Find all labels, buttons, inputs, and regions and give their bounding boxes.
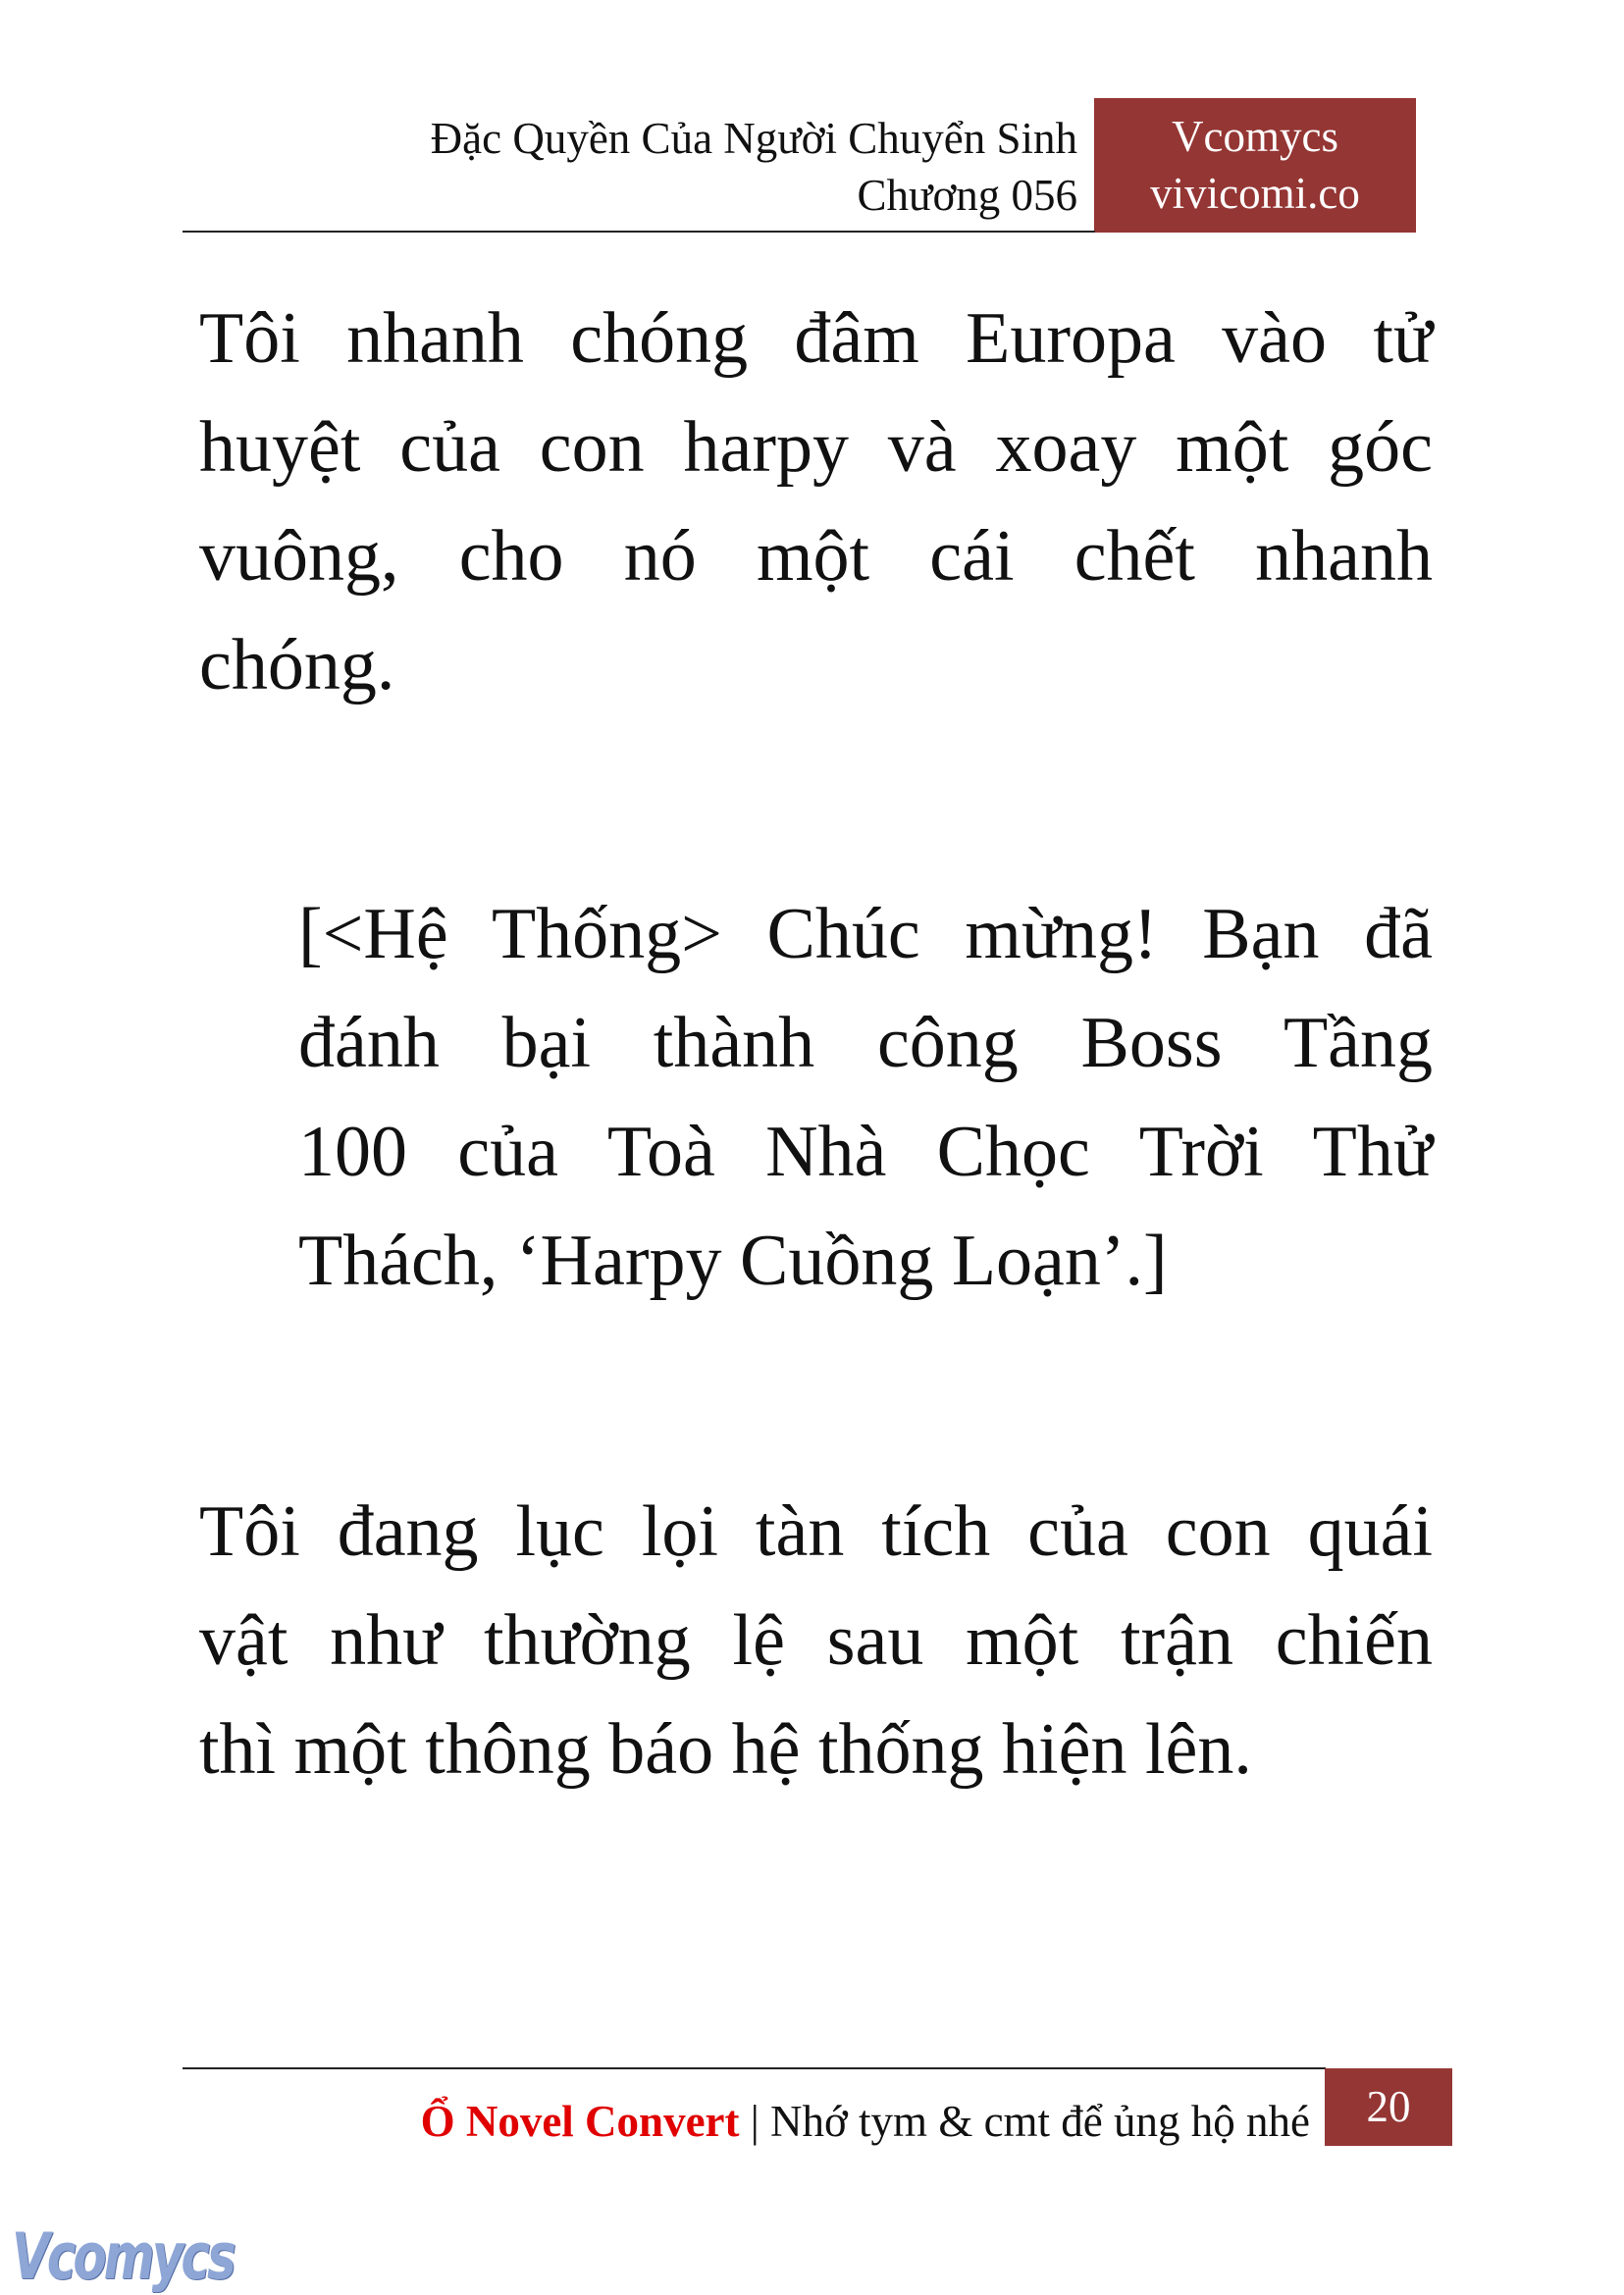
text-line: vật như thường lệ sau một trận chiến xyxy=(199,1600,1433,1681)
book-title: Đặc Quyền Của Người Chuyển Sinh xyxy=(430,114,1077,163)
text-line: vuông, cho nó một cái chết nhanh xyxy=(199,516,1433,597)
text-line: Tôi nhanh chóng đâm Europa vào tử xyxy=(199,298,1433,379)
text-line: 100 của Toà Nhà Chọc Trời Thử xyxy=(298,1112,1433,1192)
paragraph-3 xyxy=(199,1478,1433,1804)
text-line: Thách, ‘Harpy Cuồng Loạn’.] xyxy=(298,1221,1168,1301)
vcomycs-logo: Vcomycs xyxy=(12,2219,234,2294)
text-line: Tôi đang lục lọi tàn tích của con quái xyxy=(199,1491,1433,1572)
footer-text xyxy=(421,2092,1310,2151)
text-line: huyệt của con harpy và xoay một góc xyxy=(199,407,1433,488)
footer-message: Nhớ tym & cmt để ủng hộ nhé xyxy=(770,2097,1310,2146)
text-line: chóng. xyxy=(199,625,395,705)
text-line: [<Hệ Thống> Chúc mừng! Bạn đã xyxy=(298,894,1433,974)
site-badge-url: vivicomi.co xyxy=(1150,169,1360,218)
paragraph-1 xyxy=(199,285,1433,720)
site-badge xyxy=(1094,98,1416,233)
footer-divider xyxy=(183,2067,1326,2069)
header-text xyxy=(431,110,1077,224)
site-badge-name: Vcomycs xyxy=(1172,112,1338,161)
text-line: đánh bại thành công Boss Tầng xyxy=(298,1003,1433,1083)
chapter-label: Chương 056 xyxy=(857,171,1077,220)
text-line: thì một thông báo hệ thống hiện lên. xyxy=(199,1709,1252,1790)
header-divider xyxy=(183,231,1095,233)
page-number: 20 xyxy=(1325,2068,1452,2146)
footer-separator: | xyxy=(750,2097,760,2146)
system-message xyxy=(298,880,1433,1316)
footer-brand: Ổ Novel Convert xyxy=(420,2097,740,2146)
